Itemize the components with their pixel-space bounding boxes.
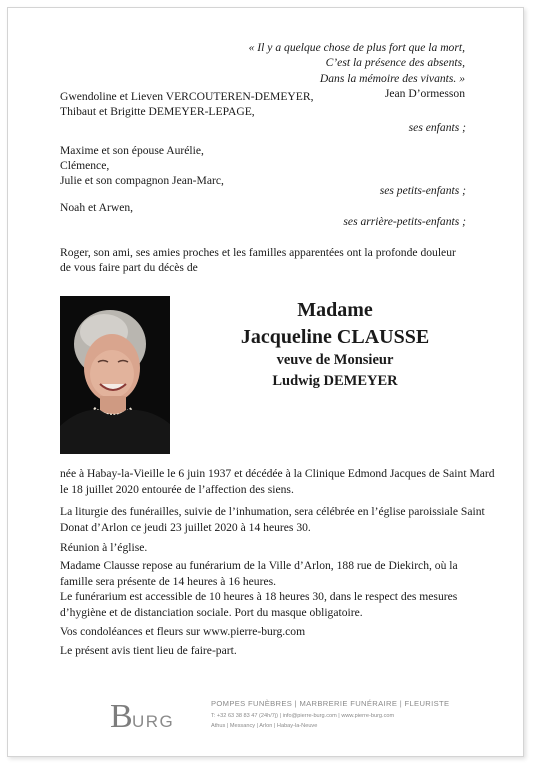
funerarium-paragraph	[60, 558, 500, 620]
grandchildren-line-1: Maxime et son épouse Aurélie,	[60, 144, 204, 157]
spouse-name: Ludwig DEMEYER	[272, 373, 398, 389]
children-line-1: Gwendoline et Lieven VERCOUTEREN-DEMEYER,	[60, 90, 314, 103]
deceased-title: Madame	[297, 299, 373, 321]
funerarium-line-4: d’hygiène et de distanciation sociale. Port du masque obligatoire.	[60, 605, 363, 619]
portrait-photo	[60, 296, 170, 454]
meeting-paragraph	[60, 540, 500, 556]
announcement	[60, 245, 456, 275]
birth-death-paragraph	[60, 466, 500, 497]
services-line: POMPES FUNÈBRES | MARBRERIE FUNÉRAIRE | FLEURISTE	[211, 699, 450, 708]
funerarium-line-1: Madame Clausse repose au funérarium de la Ville d’Arlon, 188 rue de Diekirch, où la	[60, 559, 458, 572]
grandchildren-line-3: Julie et son compagnon Jean-Marc,	[60, 174, 224, 187]
quote-line-2: C’est la présence des absents,	[325, 56, 465, 70]
notice-line: Le présent avis tient lieu de faire-part.	[60, 644, 237, 657]
burg-logo-rest: URG	[132, 712, 175, 731]
funeral-home-info	[211, 697, 449, 731]
birth-death-line-1: née à Habay-la-Vieille le 6 juin 1937 et décédée à la Clinique Edmond Jacques de Saint Mard	[60, 467, 495, 480]
locations-line: Athus | Messancy | Arlon | Habay-la-Neuve	[211, 723, 318, 729]
grandchildren-label: ses petits-enfants ;	[379, 184, 466, 197]
notice-paragraph	[60, 643, 500, 659]
announcement-line-1: Roger, son ami, ses amies proches et les familles apparentées ont la profonde douleur	[60, 246, 456, 259]
funeral-line-1: La liturgie des funérailles, suivie de l’inhumation, sera célébrée en l’église paroissiale Saint	[60, 505, 485, 518]
quote-author: Jean D’ormesson	[384, 87, 465, 101]
grandchildren-list	[60, 143, 224, 188]
condolences-paragraph	[60, 624, 500, 640]
funeral-paragraph	[60, 504, 500, 535]
contact-line: T: +32 63 38 83 47 (24h/7j) | info@pierre-burg.com | www.pierre-burg.com	[211, 713, 395, 719]
obituary-card	[7, 7, 524, 757]
burg-logo	[110, 694, 194, 734]
great-grandchildren-list	[60, 200, 133, 215]
quote-line-3: Dans la mémoire des vivants. »	[319, 71, 465, 85]
children-label: ses enfants ;	[408, 121, 466, 134]
funerarium-line-3: Le funérarium est accessible de 10 heures à 18 heures 30, dans le respect des mesures	[60, 590, 458, 603]
birth-death-line-2: le 18 juillet 2020 entourée de l’affection des siens.	[60, 482, 294, 496]
burg-logo-b: B	[110, 698, 133, 734]
funerarium-line-2: famille sera présente de 14 heures à 16 heures.	[60, 574, 277, 588]
widow-of-label: veuve de Monsieur	[276, 352, 394, 368]
funeral-line-2: Donat d’Arlon ce jeudi 23 juillet 2020 à 14 heures 30.	[60, 520, 311, 534]
deceased-name-block	[206, 296, 464, 392]
meeting-line: Réunion à l’église.	[60, 541, 148, 554]
deceased-name: Jacqueline CLAUSSE	[240, 326, 430, 348]
children-line-2: Thibaut et Brigitte DEMEYER-LEPAGE,	[60, 105, 255, 118]
announcement-line-2: de vous faire part du décès de	[60, 261, 198, 274]
great-grandchildren-line-1: Noah et Arwen,	[60, 201, 134, 214]
quote-line-1: « Il y a quelque chose de plus fort que la mort,	[248, 41, 465, 54]
children-list	[60, 89, 314, 119]
portrait-image	[60, 296, 170, 454]
condolences-line: Vos condoléances et fleurs sur www.pierre-burg.com	[60, 625, 306, 638]
great-grandchildren-label: ses arrière-petits-enfants ;	[343, 215, 466, 228]
grandchildren-line-2: Clémence,	[60, 159, 110, 172]
